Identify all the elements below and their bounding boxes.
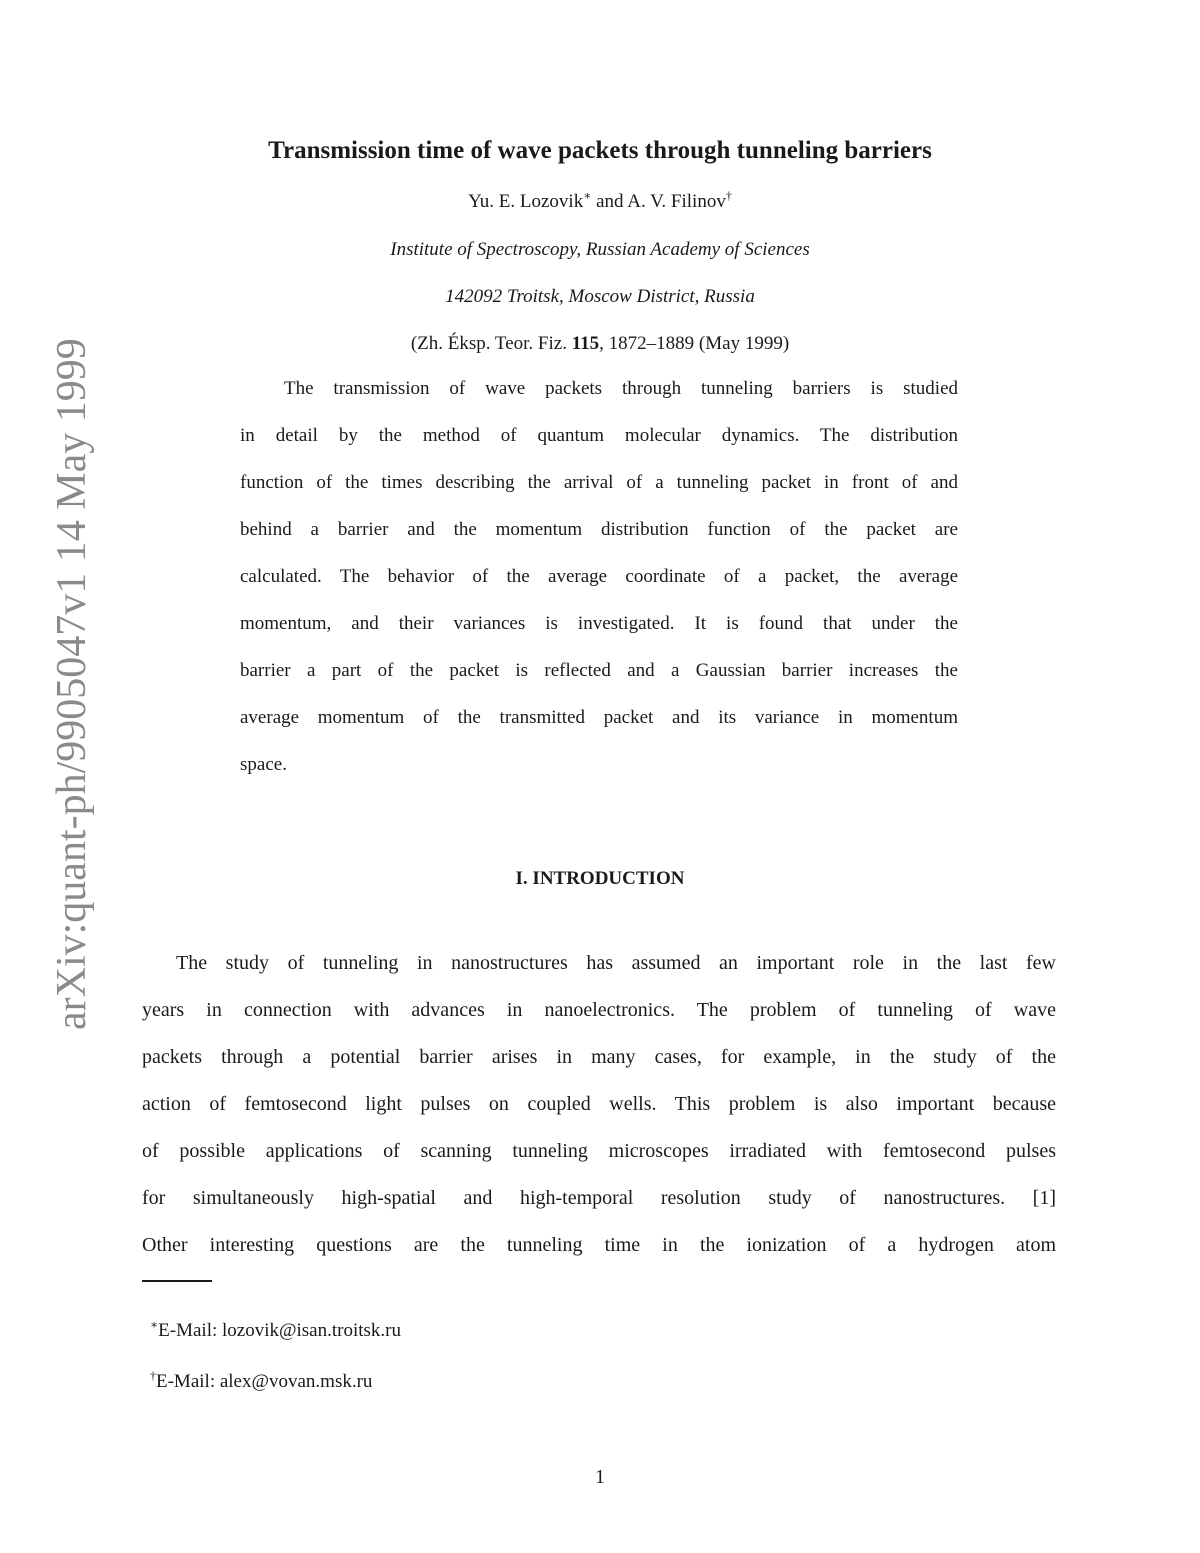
author-mark-dagger: † [725, 188, 732, 203]
abstract-line: in detail by the method of quantum molecular dynamics. The distribution [240, 425, 958, 446]
author-lozovik: Yu. E. Lozovik [468, 191, 584, 212]
abstract-line: behind a barrier and the momentum distribution function of the packet are [240, 519, 958, 540]
footnote-text: E-Mail: alex@vovan.msk.ru [156, 1371, 373, 1392]
abstract [240, 365, 958, 788]
arxiv-side-stamp: arXiv:quant-ph/9905047v1 14 May 1999 [49, 338, 95, 1030]
author-mark-asterisk: ∗ [583, 188, 592, 203]
abstract-line: space. [240, 754, 287, 775]
section-heading-introduction: I. INTRODUCTION [515, 868, 685, 889]
body-line: action of femtosecond light pulses on coupled wells. This problem is also important because [142, 1093, 1056, 1115]
body-line: for simultaneously high-spatial and high-temporal resolution study of nanostructures. [1] [142, 1187, 1056, 1209]
abstract-line: average momentum of the transmitted packet and its variance in momentum [240, 707, 958, 728]
body-line: Other interesting questions are the tunneling time in the ionization of a hydrogen atom [142, 1234, 1056, 1256]
abstract-line: barrier a part of the packet is reflected and a Gaussian barrier increases the [240, 660, 958, 681]
author-filinov: A. V. Filinov [627, 191, 726, 212]
footnote-text: E-Mail: lozovik@isan.troitsk.ru [158, 1320, 401, 1341]
author-line [0, 188, 1200, 213]
body-line: years in connection with advances in nanoelectronics. The problem of tunneling of wave [142, 999, 1056, 1021]
abstract-line: calculated. The behavior of the average coordinate of a packet, the average [240, 566, 958, 587]
paper-title: Transmission time of wave packets through tunneling barriers [268, 137, 932, 164]
citation-volume: 115 [571, 333, 600, 354]
affiliation-institute: Institute of Spectroscopy, Russian Academy of Sciences [390, 239, 810, 260]
citation-suffix: , 1872–1889 (May 1999) [599, 333, 790, 354]
abstract-line: function of the times describing the arrival of a tunneling packet in front of and [240, 472, 958, 493]
introduction-text [142, 940, 1056, 1269]
body-line: packets through a potential barrier arises in many cases, for example, in the study of the [142, 1046, 1056, 1068]
footnote-mark: † [150, 1368, 156, 1383]
body-line: The study of tunneling in nanostructures has assumed an important role in the last few [176, 952, 1056, 974]
abstract-line: momentum, and their variances is investigated. It is found that under the [240, 613, 958, 634]
journal-citation [0, 333, 1200, 355]
abstract-line: The transmission of wave packets through tunneling barriers is studied [284, 378, 958, 399]
footnote-lozovik-email [150, 1317, 401, 1342]
author-connector: and [591, 191, 628, 212]
citation-prefix: (Zh. Éksp. Teor. Fiz. [410, 333, 572, 354]
footnote-rule [142, 1280, 212, 1282]
footnote-mark: ∗ [150, 1317, 159, 1332]
page-number: 1 [595, 1466, 605, 1488]
body-line: of possible applications of scanning tunneling microscopes irradiated with femtosecond pulses [142, 1140, 1056, 1162]
footnote-filinov-email [150, 1368, 373, 1393]
affiliation-address: 142092 Troitsk, Moscow District, Russia [445, 286, 755, 307]
